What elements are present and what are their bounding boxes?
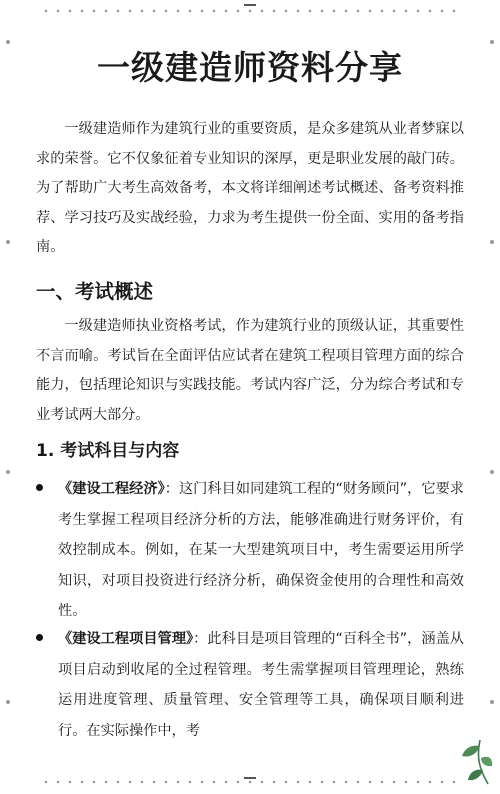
bottom-edge-mark bbox=[244, 777, 256, 779]
list-item bbox=[36, 624, 464, 746]
list-item bbox=[36, 474, 464, 627]
list-item-text bbox=[58, 624, 464, 746]
subject-term: 《建设工程项目管理》 bbox=[58, 631, 194, 647]
subject-description: ：这门科目如同建筑工程的“财务顾问”，它要求考生掌握工程项目经济分析的方法，能够准确进行财务评价，有效控制成本。例如，在某一大型建筑项目中，考生需要运用所学知识，对项目投资进行经济分析，确保资金使用的合理性和高效性。 bbox=[58, 481, 464, 619]
side-dot bbox=[490, 470, 494, 474]
exam-overview-paragraph: 一级建造师执业资格考试，作为建筑行业的顶级认证，其重要性不言而喻。考试旨在全面评估应试者在建筑工程项目管理方面的综合能力，包括理论知识与实践技能。考试内容广泛，分为综合考试和专业考试两大部分。 bbox=[36, 318, 464, 423]
subject-description: ：此科目是项目管理的“百科全书”，涵盖从项目启动到收尾的全过程管理。考生需掌握项目管理理论，熟练运用进度管理、质量管理、安全管理等工具，确保项目顺利进行。在实际操作中，考 bbox=[58, 631, 464, 739]
page-title: 一级建造师资料分享 bbox=[97, 48, 403, 87]
bottom-dotted-border bbox=[40, 779, 460, 785]
section-heading-exam-overview: 一、考试概述 bbox=[36, 280, 154, 303]
subject-term: 《建设工程经济》 bbox=[58, 481, 165, 497]
side-dot bbox=[490, 700, 494, 704]
side-dot bbox=[490, 40, 494, 44]
side-dot bbox=[490, 240, 494, 244]
bullet-icon bbox=[36, 484, 43, 491]
subsection-heading-subjects: 1. 考试科目与内容 bbox=[36, 441, 180, 461]
top-dotted-border bbox=[40, 8, 460, 14]
bullet-icon bbox=[36, 634, 43, 641]
side-dot bbox=[6, 470, 10, 474]
top-edge-mark bbox=[244, 4, 256, 6]
list-item-text bbox=[58, 474, 464, 627]
intro-paragraph: 一级建造师作为建筑行业的重要资质，是众多建筑从业者梦寐以求的荣誉。它不仅象征着专业知识的深厚，更是职业发展的敲门砖。为了帮助广大考生高效备考，本文将详细阐述考试概述、备考资料推荐、学习技巧及实战经验，力求为考生提供一份全面、实用的备考指南。 bbox=[36, 121, 464, 255]
side-dot bbox=[6, 700, 10, 704]
side-dot bbox=[6, 40, 10, 44]
side-dot bbox=[6, 240, 10, 244]
